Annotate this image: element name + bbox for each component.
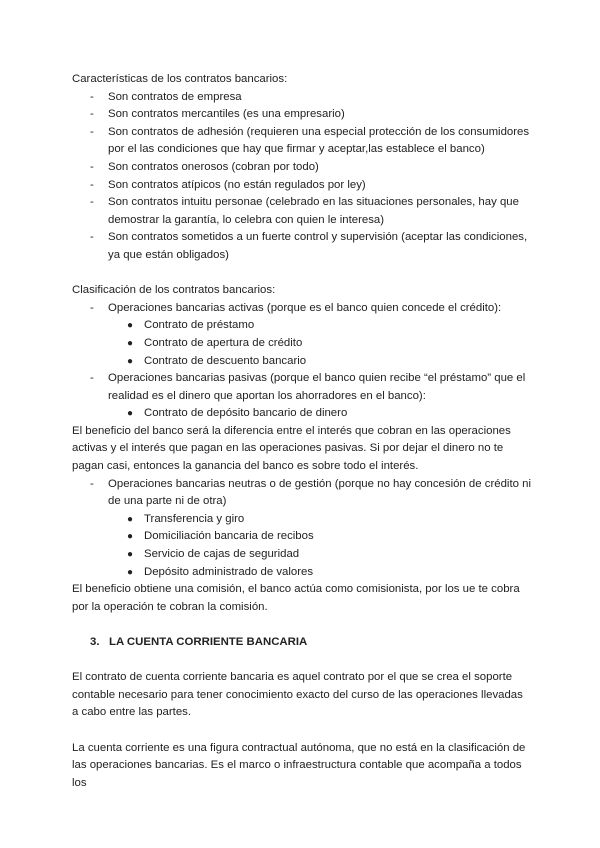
list-item: - Son contratos atípicos (no están regulados por ley)	[90, 178, 366, 191]
activas-list	[72, 300, 532, 318]
beneficio-paragraph-1: El beneficio del banco será la diferencia entre el interés que cobran en las operaciones activas y el interés que pagan en las operaciones pasivas. Si por dejar el dinero no te pagan casi, entonces la ganancia del banco es sobre todo el interés.	[72, 424, 511, 473]
beneficio-paragraph-2: El beneficio obtiene una comisión, el banco actúa como comisionista, por los ue te cobra por la operación te cobran la comisión.	[72, 583, 520, 613]
neutras-list	[72, 476, 532, 511]
caracteristicas-title: Características de los contratos bancarios:	[72, 73, 288, 85]
caracteristicas-list	[72, 89, 532, 265]
bullet-icon: ●	[127, 513, 134, 525]
pasivas-list	[72, 370, 532, 405]
clasificacion-title: Clasificación de los contratos bancarios:	[72, 284, 276, 297]
list-item: - Son contratos mercantiles (es una empresario)	[90, 108, 345, 121]
activas-sublist	[72, 317, 532, 370]
sub-list-item: ● Depósito administrado de valores	[144, 564, 532, 582]
pasivas-sublist	[72, 405, 532, 423]
spacer	[72, 265, 532, 283]
list-item: - Son contratos de empresa	[90, 90, 242, 103]
sub-list-item: ● Contrato de apertura de crédito	[144, 335, 532, 353]
neutras-sublist	[72, 511, 532, 581]
document-content	[72, 71, 532, 792]
list-item: - Son contratos onerosos (cobran por todo)	[90, 160, 319, 173]
sub-list-item: ● Contrato de descuento bancario	[144, 353, 532, 371]
list-item: - Son contratos intuitu personae (celebrado en las situaciones personales, hay que demostrar la garantía, lo celebra con quien le interesa)	[90, 196, 519, 226]
sub-list-item: ● Contrato de préstamo	[144, 317, 532, 335]
bullet-icon: ●	[127, 531, 134, 543]
list-item: - Son contratos sometidos a un fuerte control y supervisión (aceptar las condiciones, ya que están obligados)	[90, 231, 528, 261]
section-title: LA CUENTA CORRIENTE BANCARIA	[109, 636, 308, 648]
bullet-icon: ●	[127, 566, 134, 578]
list-item: - Son contratos de adhesión (requieren una especial protección de los consumidores por el las condiciones que hay que firmar y aceptar,las establece el banco)	[90, 125, 530, 156]
sub-list-item: ● Transferencia y giro	[144, 511, 532, 529]
paragraph: El contrato de cuenta corriente bancaria es aquel contrato por el que se crea el soporte contable necesario para tener conocimiento exacto del curso de las operaciones llevadas a cabo entre las partes.	[72, 671, 523, 719]
bullet-icon: ●	[127, 549, 134, 561]
bullet-icon: ●	[127, 320, 134, 332]
section-number: 3.	[90, 636, 100, 648]
list-item-activas: - Operaciones bancarias activas (porque es el banco quien concede el crédito):	[90, 301, 502, 314]
sub-list-item: ● Domiciliación bancaria de recibos	[144, 528, 532, 546]
list-item-pasivas: - Operaciones bancarias pasivas (porque el banco quien recibe “el préstamo” que el realidad es el dinero que aportan los ahorradores en el banco):	[90, 372, 526, 402]
bullet-icon: ●	[127, 355, 134, 367]
bullet-icon: ●	[127, 408, 134, 420]
section-heading	[72, 634, 532, 652]
bullet-icon: ●	[127, 337, 134, 349]
sub-list-item: ● Servicio de cajas de seguridad	[144, 546, 532, 564]
sub-list-item: ● Contrato de depósito bancario de dinero	[144, 405, 532, 423]
list-item-neutras: - Operaciones bancarias neutras o de gestión (porque no hay concesión de crédito ni de una parte ni de otra)	[90, 477, 531, 508]
spacer	[72, 722, 532, 740]
paragraph: La cuenta corriente es una figura contractual autónoma, que no está en la clasificación de las operaciones bancarias. Es el marco o infraestructura contable que acompaña a todos los	[72, 741, 526, 789]
